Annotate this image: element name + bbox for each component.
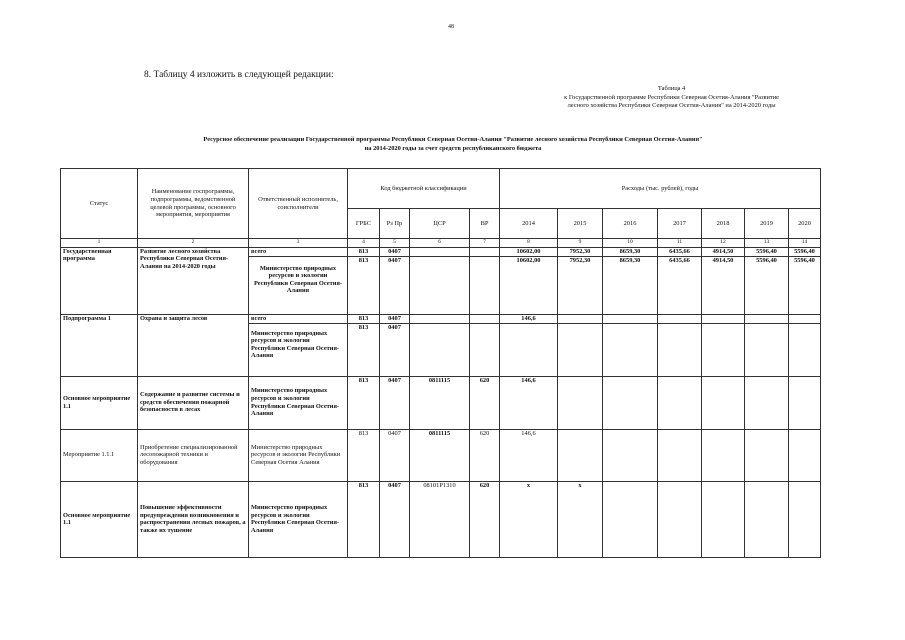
row-status: Подпрограмма 1	[61, 314, 138, 376]
cell-grbs: 813	[348, 481, 380, 557]
cell-value	[745, 376, 789, 429]
column-number: 4	[348, 239, 380, 248]
cell-csr: 08101Р1310	[410, 481, 470, 557]
column-number: 8	[500, 239, 558, 248]
cell-value	[702, 429, 745, 481]
cell-value: 7952,30	[558, 256, 603, 314]
cell-value	[603, 376, 658, 429]
row-executor: Министерство природных ресурсов и экологии Республики Северная Осетия-Алания	[249, 481, 348, 557]
cell-value	[702, 481, 745, 557]
cell-value	[658, 429, 702, 481]
row-status: Государственная программа	[61, 247, 138, 314]
header-year: 2014	[500, 209, 558, 239]
row-name: Приобретение специализированной лесопожарной техники и оборудования	[138, 429, 249, 481]
cell-value	[558, 376, 603, 429]
header-name: Наименование госпрограммы, подпрограммы, ведомственной целевой программы, основного мероприятия, мероприятия	[138, 169, 249, 239]
row-executor: Министерство природных ресурсов и экологии Республики Северная Осетия-Алания	[249, 376, 348, 429]
cell-value: 8659,30	[603, 247, 658, 256]
cell-vr	[470, 314, 500, 323]
cell-csr: 0811115	[410, 376, 470, 429]
header-year: 2016	[603, 209, 658, 239]
cell-value: 5596,40	[789, 247, 821, 256]
cell-rzpr: 0407	[380, 314, 410, 323]
row-name: Содержание и развитие системы и средств обеспечения пожарной безопасности в лесах	[138, 376, 249, 429]
cell-value	[745, 481, 789, 557]
cell-value	[603, 481, 658, 557]
header-csr: ЦСР	[410, 209, 470, 239]
caption-line: к Государственной программе Республики Северная Осетия-Алания "Развитие	[564, 93, 779, 101]
column-number: 3	[249, 239, 348, 248]
cell-csr: 0811115	[410, 429, 470, 481]
cell-value: 5596,40	[789, 256, 821, 314]
cell-value	[500, 323, 558, 376]
cell-csr	[410, 247, 470, 256]
cell-value: 5596,40	[745, 247, 789, 256]
cell-rzpr: 0407	[380, 429, 410, 481]
cell-value	[745, 323, 789, 376]
row-executor: всего	[249, 314, 348, 323]
cell-vr	[470, 323, 500, 376]
cell-value	[658, 481, 702, 557]
header-year: 2020	[789, 209, 821, 239]
page-number: 48	[448, 24, 454, 30]
cell-value: 7952,30	[558, 247, 603, 256]
cell-value: х	[558, 481, 603, 557]
header-year: 2018	[702, 209, 745, 239]
cell-value: х	[500, 481, 558, 557]
cell-csr	[410, 314, 470, 323]
intro-text: 8. Таблицу 4 изложить в следующей редакции:	[144, 70, 334, 80]
row-executor: Министерство природных ресурсов и экологии Республики Северная Осетия Алания	[249, 429, 348, 481]
cell-value: 8659,30	[603, 256, 658, 314]
table-heading	[118, 136, 788, 153]
column-number: 9	[558, 239, 603, 248]
cell-value	[745, 314, 789, 323]
cell-value	[745, 429, 789, 481]
column-number: 12	[702, 239, 745, 248]
cell-value: 6435,66	[658, 256, 702, 314]
cell-value: 10602,00	[500, 247, 558, 256]
cell-value: 4914,50	[702, 256, 745, 314]
column-number: 1	[61, 239, 138, 248]
caption-line: лесного хозяйства Республики Северная Осетия-Алания" на 2014-2020 годы	[567, 102, 776, 109]
column-number: 13	[745, 239, 789, 248]
cell-value	[789, 429, 821, 481]
cell-value: 5596,40	[745, 256, 789, 314]
header-year: 2015	[558, 209, 603, 239]
column-number: 6	[410, 239, 470, 248]
row-name: Повышение эффективности предупреждения возникновения и распространения лесных пожаров, а также их тушение	[138, 481, 249, 557]
column-number: 14	[789, 239, 821, 248]
row-name: Развитие лесного хозяйства Республики Северная Осетия-Алания на 2014-2020 годы	[138, 247, 249, 314]
heading-line: Ресурсное обеспечение реализации Государственной программы Республики Северная Осетия-Алания "Развитие лесного хозяйства Республики Северная Осетия-Алания"	[203, 136, 703, 143]
cell-rzpr: 0407	[380, 376, 410, 429]
cell-rzpr: 0407	[380, 481, 410, 557]
cell-value	[702, 376, 745, 429]
column-number: 11	[658, 239, 702, 248]
cell-csr	[410, 323, 470, 376]
header-status: Статус	[61, 169, 138, 239]
header-year: 2019	[745, 209, 789, 239]
header-grbs: ГРБС	[348, 209, 380, 239]
cell-value	[603, 314, 658, 323]
cell-rzpr: 0407	[380, 256, 410, 314]
cell-value	[789, 481, 821, 557]
row-status: Мероприятие 1.1.1	[61, 429, 138, 481]
header-executor: Ответственный исполнитель, соисполнители	[249, 169, 348, 239]
cell-vr: 620	[470, 429, 500, 481]
cell-grbs: 813	[348, 429, 380, 481]
row-executor: Министерство природных ресурсов и экологии Республики Северная Осетия-Алания	[249, 256, 348, 314]
row-status: Основное мероприятие 1.1	[61, 481, 138, 557]
cell-vr: 620	[470, 376, 500, 429]
cell-rzpr: 0407	[380, 247, 410, 256]
cell-value	[558, 429, 603, 481]
header-vr: ВР	[470, 209, 500, 239]
header-rzpr: Рз Пр	[380, 209, 410, 239]
header-budget-code: Код бюджетной классификации	[348, 169, 500, 209]
resource-table	[60, 168, 821, 558]
cell-vr	[470, 256, 500, 314]
cell-vr	[470, 247, 500, 256]
cell-value	[789, 314, 821, 323]
row-executor: всего	[249, 247, 348, 256]
cell-value: 4914,50	[702, 247, 745, 256]
cell-grbs: 813	[348, 323, 380, 376]
column-number: 7	[470, 239, 500, 248]
cell-value: 146,6	[500, 429, 558, 481]
column-number: 2	[138, 239, 249, 248]
cell-value	[558, 323, 603, 376]
column-number: 10	[603, 239, 658, 248]
cell-value	[789, 376, 821, 429]
caption-line: Таблица 4	[657, 85, 686, 92]
cell-value	[658, 314, 702, 323]
header-expenses: Расходы (тыс. рублей), годы	[500, 169, 821, 209]
cell-value	[658, 376, 702, 429]
cell-value	[658, 323, 702, 376]
cell-vr: 620	[470, 481, 500, 557]
cell-value	[603, 323, 658, 376]
column-number: 5	[380, 239, 410, 248]
header-year: 2017	[658, 209, 702, 239]
cell-value: 146,6	[500, 314, 558, 323]
cell-value	[702, 314, 745, 323]
cell-value	[702, 323, 745, 376]
cell-grbs: 813	[348, 376, 380, 429]
cell-value	[558, 314, 603, 323]
cell-value	[603, 429, 658, 481]
cell-csr	[410, 256, 470, 314]
cell-value	[789, 323, 821, 376]
cell-value: 6435,66	[658, 247, 702, 256]
cell-grbs: 813	[348, 247, 380, 256]
table-caption	[564, 85, 779, 111]
cell-value: 10602,00	[500, 256, 558, 314]
row-name: Охрана и защита лесов	[138, 314, 249, 376]
cell-rzpr: 0407	[380, 323, 410, 376]
cell-grbs: 813	[348, 314, 380, 323]
cell-grbs: 813	[348, 256, 380, 314]
row-executor: Министерство природных ресурсов и экологии Республики Северная Осетия-Алания	[249, 323, 348, 376]
heading-line: на 2014-2020 годы за счет средств республиканского бюджета	[364, 144, 542, 152]
row-status: Основное мероприятие 1.1	[61, 376, 138, 429]
cell-value: 146,6	[500, 376, 558, 429]
